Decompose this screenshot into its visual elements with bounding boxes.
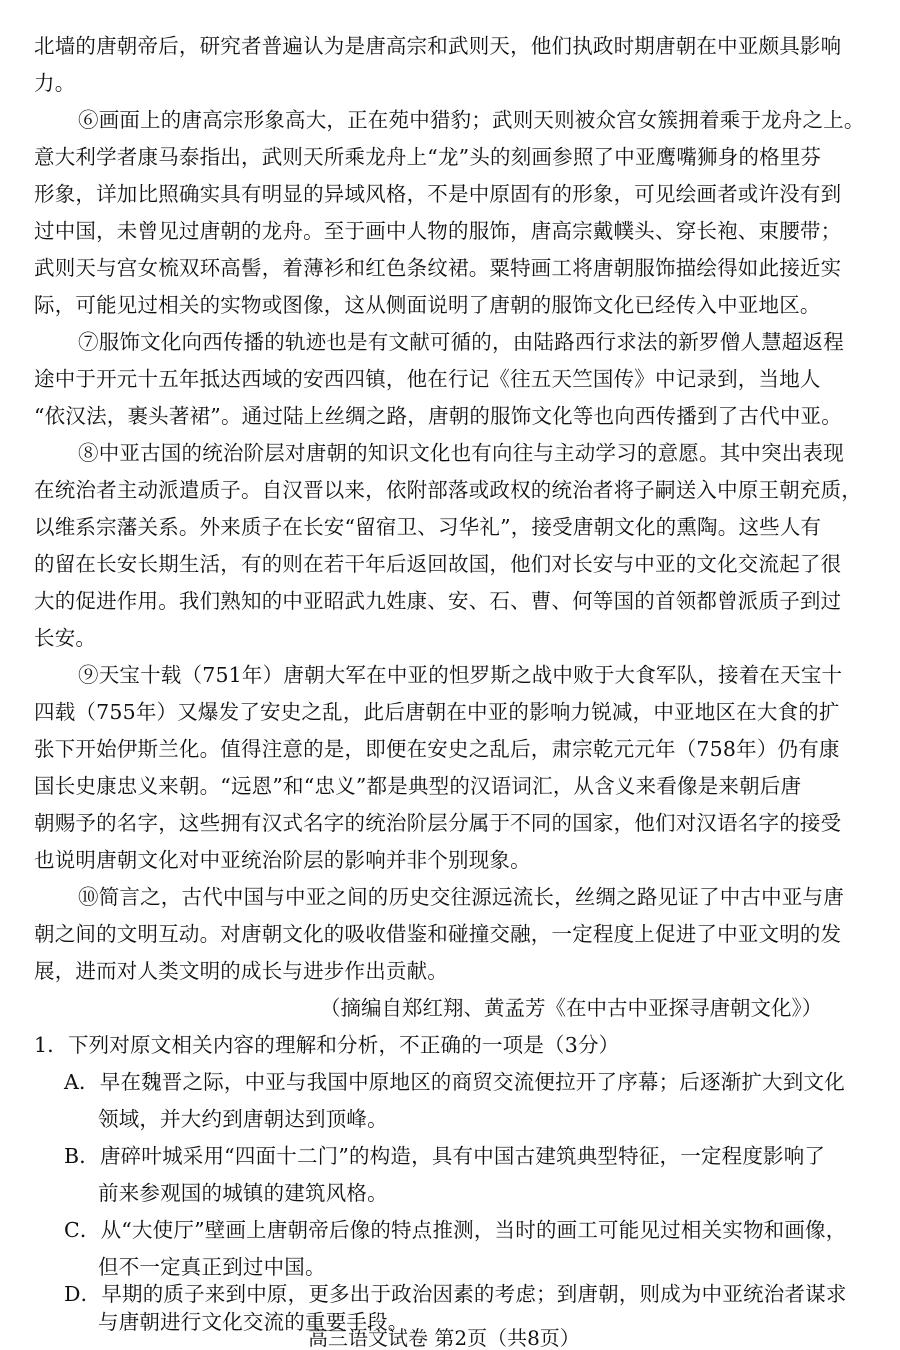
passage-paragraph-7-start: ⑦服饰文化向西传播的轨迹也是有文献可循的，由陆路西行求法的新罗僧人慧超返程 <box>78 330 844 354</box>
passage-paragraph-9-start: ⑨天宝十载（751年）唐朝大军在中亚的怛罗斯之战中败于大食军队，接着在天宝十 <box>78 663 843 687</box>
passage-line: 武则天与宫女梳双环高髻，着薄衫和红色条纹裙。粟特画工将唐朝服饰描绘得如此接近实 <box>34 256 842 280</box>
option-d-continued: 与唐朝进行文化交流的重要手段。 <box>98 1310 409 1334</box>
page-footer: 高三语文试卷 第2页（共8页） <box>308 1326 580 1350</box>
passage-line: 意大利学者康马泰指出，武则天所乘龙舟上“龙”头的刻画参照了中亚鹰嘴狮身的格里芬 <box>34 145 822 169</box>
passage-line: 朝赐予的名字，这些拥有汉式名字的统治阶层分属于不同的国家，他们对汉语名字的接受 <box>34 811 842 835</box>
passage-line: 国长史康忠义来朝。“远恩”和“忠义”都是典型的汉语词汇，从含义来看像是来朝后唐 <box>34 774 802 798</box>
passage-line: 的留在长安长期生活，有的则在若干年后返回故国，他们对长安与中亚的文化交流起了很 <box>34 552 842 576</box>
passage-paragraph-8-start: ⑧中亚古国的统治阶层对唐朝的知识文化也有向往与主动学习的意愿。其中突出表现 <box>78 441 844 465</box>
passage-line: 力。 <box>34 71 76 95</box>
passage-paragraph-6-start: ⑥画面上的唐高宗形象高大，正在苑中猎豹；武则天则被众宫女簇拥着乘于龙舟之上。 <box>78 108 865 132</box>
passage-paragraph-10-start: ⑩简言之，古代中国与中亚之间的历史交往源远流长，丝绸之路见证了中古中亚与唐 <box>78 885 844 909</box>
passage-line: 北墙的唐朝帝后，研究者普遍认为是唐高宗和武则天，他们执政时期唐朝在中亚颇具影响 <box>34 34 842 58</box>
option-c-continued: 但不一定真正到过中国。 <box>98 1255 326 1279</box>
option-c: C．从“大使厅”壁画上唐朝帝后像的特点推测，当时的画工可能见过相关实物和画像， <box>64 1218 847 1242</box>
option-d: D．早期的质子来到中原，更多出于政治因素的考虑；到唐朝，则成为中亚统治者谋求 <box>64 1282 847 1306</box>
source-citation: （摘编自郑红翔、黄孟芳《在中古中亚探寻唐朝文化》） <box>320 996 823 1020</box>
passage-line: 张下开始伊斯兰化。值得注意的是，即便在安史之乱后，肃宗乾元元年（758年）仍有康 <box>34 737 840 761</box>
option-b: B．唐碎叶城采用“四面十二门”的构造，具有中国古建筑典型特征，一定程度影响了 <box>64 1144 826 1168</box>
passage-line: 长安。 <box>34 626 97 650</box>
option-a: A．早在魏晋之际，中亚与我国中原地区的商贸交流便拉开了序幕；后逐渐扩大到文化 <box>64 1070 845 1094</box>
passage-line: 在统治者主动派遣质子。自汉晋以来，依附部落或政权的统治者将子嗣送入中原王朝充质， <box>34 478 862 502</box>
option-a-continued: 领域，并大约到唐朝达到顶峰。 <box>98 1107 388 1131</box>
passage-line: 朝之间的文明互动。对唐朝文化的吸收借鉴和碰撞交融，一定程度上促进了中亚文明的发 <box>34 922 842 946</box>
passage-line: 也说明唐朝文化对中亚统治阶层的影响并非个别现象。 <box>34 848 531 872</box>
passage-line: 大的促进作用。我们熟知的中亚昭武九姓康、安、石、曹、何等国的首领都曾派质子到过 <box>34 589 842 613</box>
passage-line: 展，进而对人类文明的成长与进步作出贡献。 <box>34 959 448 983</box>
question-stem: 1．下列对原文相关内容的理解和分析，不正确的一项是（3分） <box>34 1033 620 1057</box>
passage-line: 四载（755年）又爆发了安史之乱，此后唐朝在中亚的影响力锐减，中亚地区在大食的扩 <box>34 700 840 724</box>
passage-line: 过中国，未曾见过唐朝的龙舟。至于画中人物的服饰，唐高宗戴幞头、穿长袍、束腰带； <box>34 219 842 243</box>
option-b-continued: 前来参观国的城镇的建筑风格。 <box>98 1181 388 1205</box>
passage-line: 际，可能见过相关的实物或图像，这从侧面说明了唐朝的服饰文化已经传入中亚地区。 <box>34 293 821 317</box>
passage-line: 以维系宗藩关系。外来质子在长安“留宿卫、习华礼”，接受唐朝文化的熏陶。这些人有 <box>34 515 822 539</box>
passage-line: 形象，详加比照确实具有明显的异域风格，不是中原固有的形象，可见绘画者或许没有到 <box>34 182 842 206</box>
passage-line: 途中于开元十五年抵达西域的安西四镇，他在行记《往五天竺国传》中记录到，当地人 <box>34 367 821 391</box>
passage-line: “依汉法，裹头著裙”。通过陆上丝绸之路，唐朝的服饰文化等也向西传播到了古代中亚。 <box>34 404 842 428</box>
